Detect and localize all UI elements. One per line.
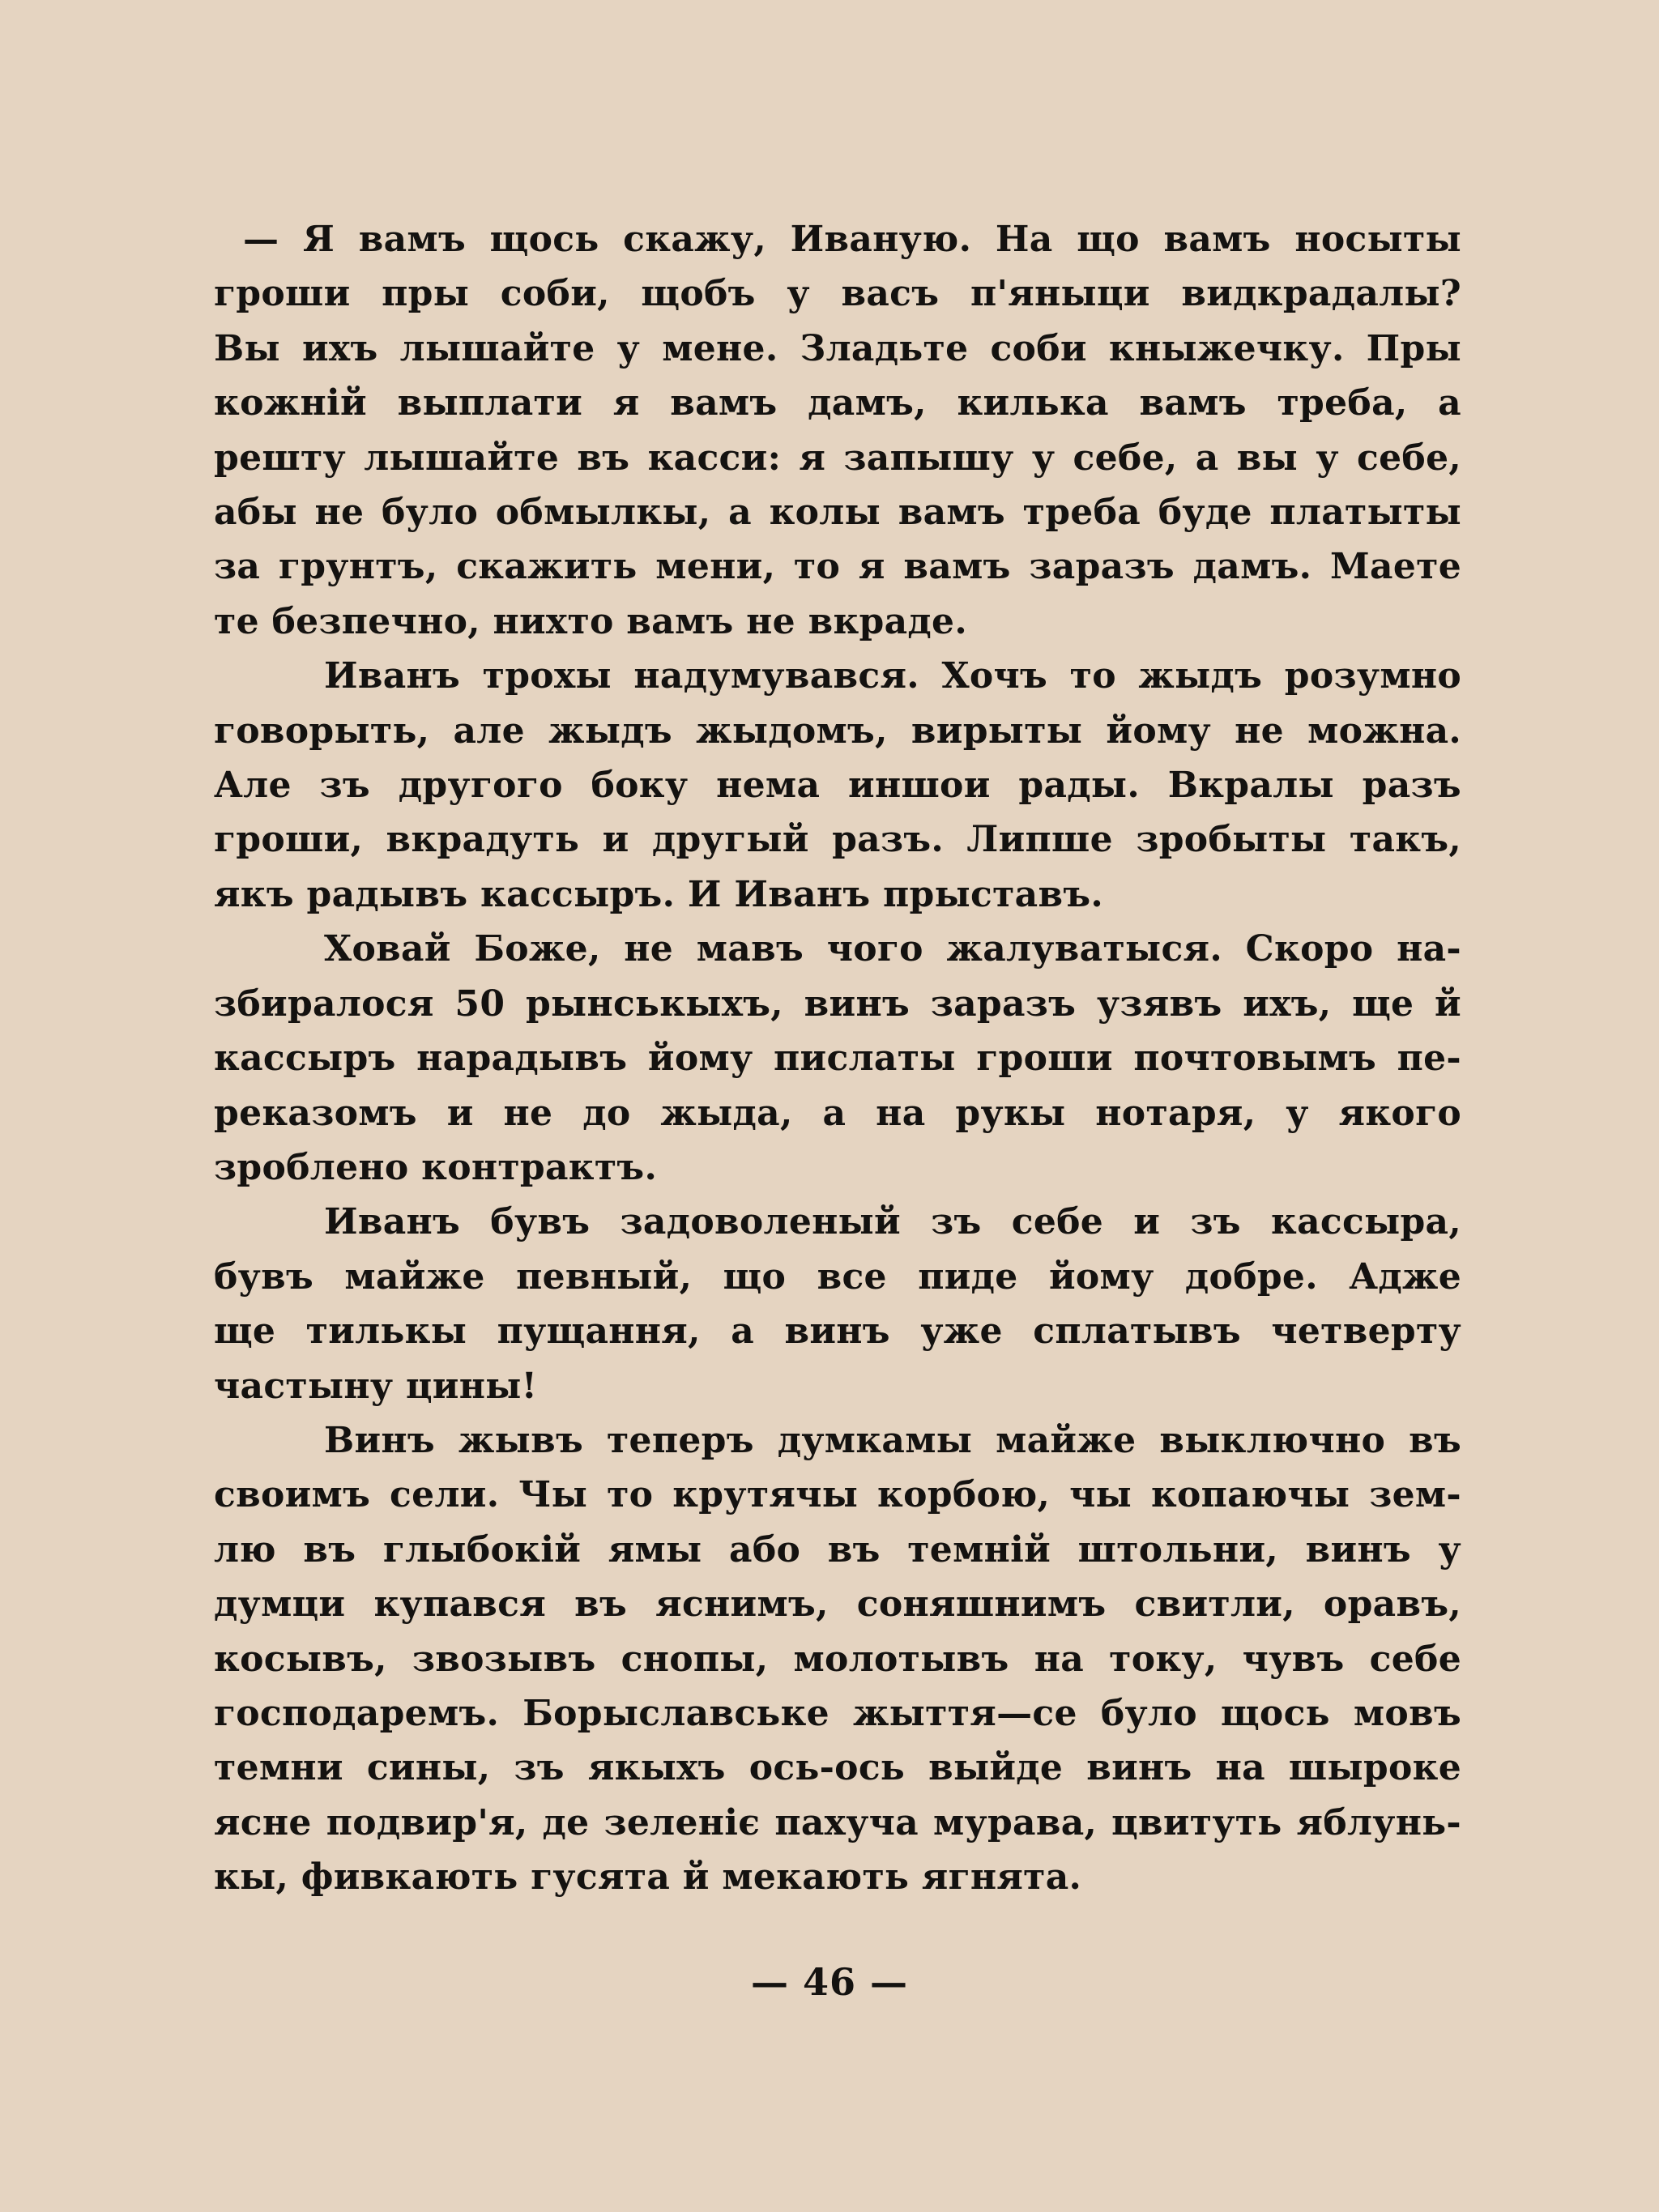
text-line: за грунтъ, скажить мени, то я вамъ заразъ дамъ. Маете bbox=[214, 546, 1461, 588]
page-number: — 46 — bbox=[750, 1960, 909, 2004]
text-line: гроши, вкрадуть и другый разъ. Липше зробыты такъ, bbox=[214, 819, 1461, 861]
text-line: реказомъ и не до жыда, а на рукы нотаря, у якого bbox=[214, 1092, 1461, 1134]
text-line: кассыръ нарадывъ йому пислаты гроши почтовымъ пе- bbox=[214, 1038, 1461, 1080]
paragraph-1 bbox=[214, 212, 1461, 649]
text-line: ще тилькы пущання, а винъ уже сплатывъ четверту bbox=[214, 1311, 1461, 1353]
text-line: бувъ майже певный, що все пиде йому добре. Адже bbox=[214, 1255, 1461, 1298]
text-line: господаремъ. Борыславське жыття—се було щось мовъ bbox=[214, 1692, 1461, 1734]
text-line: косывъ, звозывъ снопы, молотывъ на току, чувъ себе bbox=[214, 1638, 1461, 1680]
text-line: Иванъ трохы надумувався. Хочъ то жыдъ розумно bbox=[324, 655, 1461, 697]
page-body bbox=[214, 212, 1461, 2027]
text-line: абы не було обмылкы, а колы вамъ треба буде платыты bbox=[214, 492, 1461, 534]
text-line: гроши пры соби, щобъ у васъ п'яныци видкрадалы? bbox=[214, 273, 1461, 315]
text-line: кы, фивкають гусята й мекають ягнята. bbox=[214, 1856, 1082, 1899]
text-line: решту лышайте въ касси: я запышу у себе, а вы у себе, bbox=[214, 437, 1461, 479]
text-line: частыну цины! bbox=[214, 1365, 538, 1407]
paragraph-2 bbox=[214, 649, 1461, 922]
paragraph-3 bbox=[214, 922, 1461, 1195]
text-line: Винъ жывъ теперъ думкамы майже выключно въ bbox=[324, 1419, 1461, 1461]
text-line: Ховай Боже, не мавъ чого жалуватыся. Скоро на- bbox=[324, 928, 1461, 970]
text-line: говорыть, але жыдъ жыдомъ, вирыты йому не можна. bbox=[214, 710, 1461, 752]
text-line: збиралося 50 рынськыхъ, винъ заразъ узявъ ихъ, ще й bbox=[214, 982, 1461, 1025]
text-line: темни сины, зъ якыхъ ось-ось выйде винъ на шыроке bbox=[214, 1747, 1461, 1789]
text-line: зроблено контрактъ. bbox=[214, 1146, 658, 1188]
text-line: — Я вамъ щось скажу, Иваную. На що вамъ носыты bbox=[243, 219, 1461, 260]
text-line: Але зъ другого боку нема иншои рады. Вкралы разъ bbox=[214, 765, 1461, 807]
text-line: думци купався въ яснимъ, соняшнимъ свитли, оравъ, bbox=[214, 1583, 1461, 1626]
text-line: своимъ сели. Чы то крутячы корбою, чы копаючы зем- bbox=[214, 1474, 1461, 1516]
text-line: якъ радывъ кассыръ. И Иванъ прыставъ. bbox=[214, 873, 1104, 915]
paragraph-5 bbox=[214, 1413, 1461, 1905]
text-line: Вы ихъ лышайте у мене. Зладьте соби кныжечку. Пры bbox=[214, 327, 1461, 369]
text-line: лю въ глыбокій ямы або въ темній штольни, винъ у bbox=[214, 1528, 1461, 1571]
text-line: кожній выплати я вамъ дамъ, килька вамъ треба, а bbox=[214, 382, 1461, 424]
text-line: те безпечно, нихто вамъ не вкраде. bbox=[214, 600, 967, 642]
text-line: ясне подвир'я, де зеленіє пахуча мурава, цвитуть яблунь- bbox=[214, 1801, 1461, 1843]
text-line: Иванъ бувъ задоволеный зъ себе и зъ кассыра, bbox=[324, 1201, 1461, 1243]
paragraph-4 bbox=[214, 1195, 1461, 1413]
